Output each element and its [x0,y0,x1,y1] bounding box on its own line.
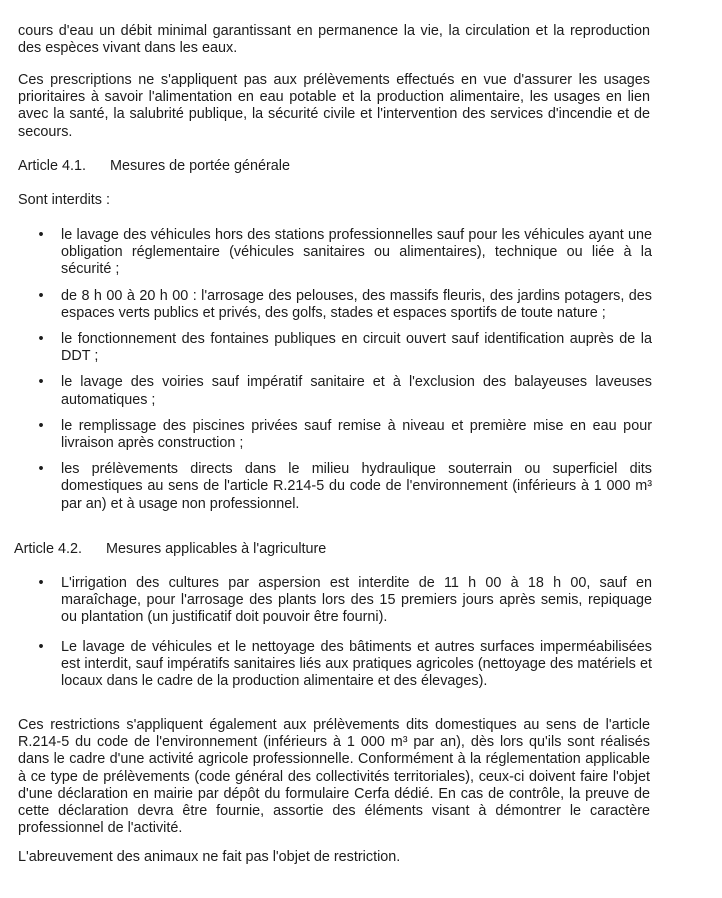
bullet-icon: • [38,287,44,304]
article-4-2-number: Article 4.2. [14,541,82,557]
list-item: • le fonctionnement des fontaines publiques en circuit ouvert sauf identification auprès de la DDT ; [36,331,652,365]
intro-paragraph-continued: cours d'eau un débit minimal garantissant en permanence la vie, la circulation et la reproduction des espèces vivant dans les eaux. [18,23,650,57]
article-4-2-list [36,575,652,690]
intro-paragraph-exemptions: Ces prescriptions ne s'appliquent pas aux prélèvements effectués en vue d'assurer les usages prioritaires à savoir l'alimentation en eau potable et la production alimentaire, les usages en lien avec la santé, la salubrité publique, la sécurité civile et l'intervention des services d'incendie et de secours. [18,72,650,140]
article-4-1-heading [18,158,290,175]
article-4-1-title: Mesures de portée générale [110,158,290,174]
article-4-2-title: Mesures applicables à l'agriculture [106,541,327,557]
list-item: • L'irrigation des cultures par aspersion est interdite de 11 h 00 à 18 h 00, sauf en maraîchage, pour l'arrosage des plants lors des 15 premiers jours après semis, repiquage ou plantation (un justificatif doit pouvoir être fourni). [36,575,652,627]
bullet-icon: • [38,638,44,655]
bullet-icon: • [38,461,44,478]
list-item: • Le lavage de véhicules et le nettoyage des bâtiments et autres surfaces imperméabilisées est interdit, sauf impératifs sanitaires liés aux pratiques agricoles (nettoyage des matériels et locaux dans le cadre de la production alimentaire et des élevages). [36,639,652,691]
abreuvement-paragraph: L'abreuvement des animaux ne fait pas l'objet de restriction. [18,849,401,865]
bullet-icon: • [38,227,44,243]
restrictions-paragraph: Ces restrictions s'appliquent également aux prélèvements dits domestiques au sens de l'article R.214-5 du code de l'environnement (inférieurs à 1 000 m³ par an), dès lors qu'ils sont réalisés dans le cadre d'une activité agricole professionnelle. Conformément à la réglementation applicable à ce type de prélèvements (code général des collectivités territoriales), ceux-ci doivent faire l'objet d'une déclaration en mairie par dépôt du formulaire Cerfa dédié. En cas de contrôle, la preuve de cette déclaration devra être fournie, assortie des éléments visant à démontrer le caractère professionnel de l'activité. [18,717,650,837]
article-4-1-lead: Sont interdits : [18,192,110,208]
list-item: • le remplissage des piscines privées sauf remise à niveau et première mise en eau pour livraison après construction ; [36,418,652,452]
article-4-1-number: Article 4.1. [18,158,86,174]
article-4-2-heading [14,541,326,558]
list-item: • les prélèvements directs dans le milieu hydraulique souterrain ou superficiel dits domestiques au sens de l'article R.214-5 du code de l'environnement (inférieurs à 1 000 m³ par an) et à usage non professionnel. [36,461,652,513]
list-item: • le lavage des voiries sauf impératif sanitaire et à l'exclusion des balayeuses laveuses automatiques ; [36,374,652,408]
bullet-icon: • [38,417,44,434]
bullet-icon: • [38,575,44,591]
list-item: • de 8 h 00 à 20 h 00 : l'arrosage des pelouses, des massifs fleuris, des jardins potagers, des espaces verts publics et privés, des golfs, stades et espaces sportifs de toute nature ; [36,288,652,322]
bullet-icon: • [38,331,44,348]
bullet-icon: • [38,374,44,391]
article-4-1-list [36,227,652,513]
list-item: • le lavage des véhicules hors des stations professionnelles sauf pour les véhicules ayant une obligation réglementaire (véhicules sanitaires ou alimentaires), technique ou liée à la sécurité ; [36,227,652,279]
